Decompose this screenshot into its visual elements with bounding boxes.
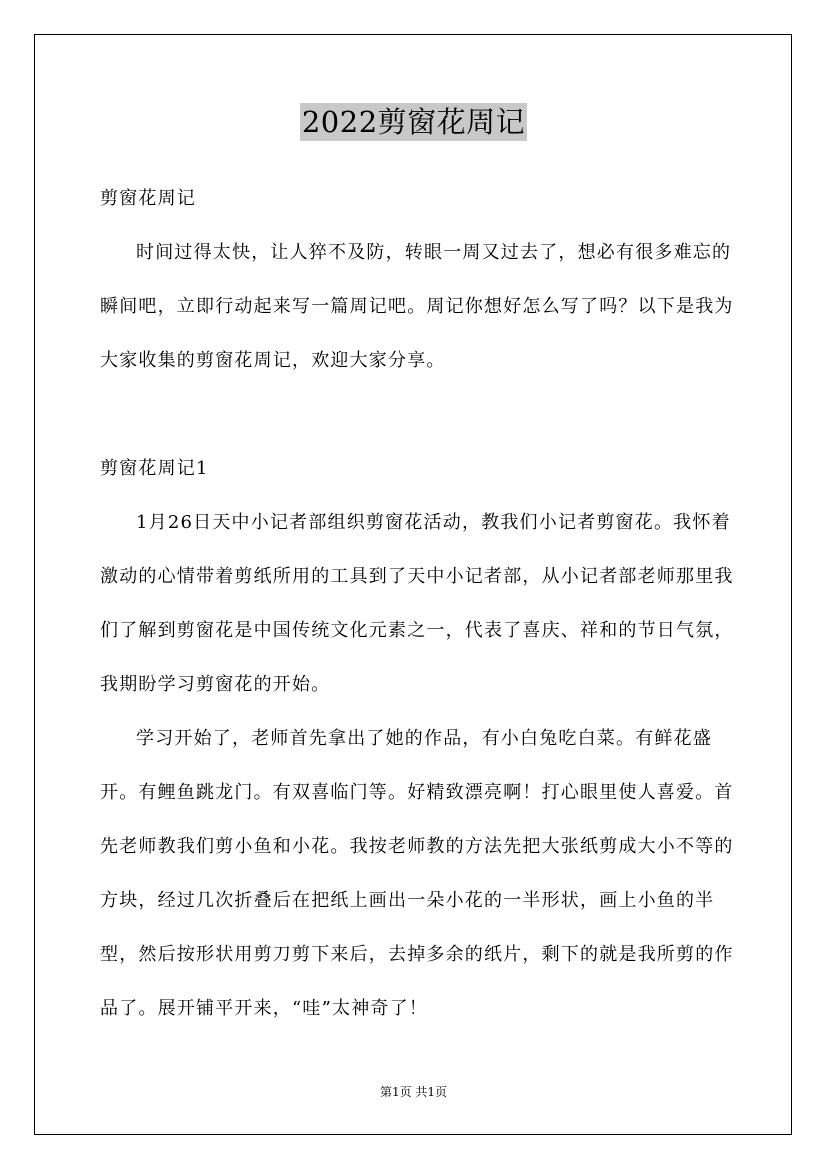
page-footer: 第1页 共1页 <box>379 1085 448 1099</box>
section-heading: 剪窗花周记1 <box>100 458 209 479</box>
document-body <box>100 172 740 1036</box>
title-container <box>0 103 827 141</box>
document-title: 2022剪窗花周记 <box>301 105 526 139</box>
paragraph-gap <box>100 388 740 442</box>
document-heading: 剪窗花周记 <box>100 188 196 209</box>
section-paragraph-2: 学习开始了，老师首先拿出了她的作品，有小白兔吃白菜。有鲜花盛开。有鲤鱼跳龙门。有双喜临门等。好精致漂亮啊！打心眼里使人喜爱。首先老师教我们剪小鱼和小花。我按老师教的方法先把大张纸剪成大小不等的方块，经过几次折叠后在把纸上画出一朵小花的一半形状，画上小鱼的半型，然后按形状用剪刀剪下来后，去掉多余的纸片，剩下的就是我所剪的作品了。展开铺平开来，“哇”太神奇了！ <box>100 728 734 1019</box>
intro-paragraph: 时间过得太快，让人猝不及防，转眼一周又过去了，想必有很多难忘的瞬间吧，立即行动起来写一篇周记吧。周记你想好怎么写了吗？以下是我为大家收集的剪窗花周记，欢迎大家分享。 <box>100 242 734 371</box>
section-paragraph-1: 1月26日天中小记者部组织剪窗花活动，教我们小记者剪窗花。我怀着激动的心情带着剪纸所用的工具到了天中小记者部，从小记者部老师那里我们了解到剪窗花是中国传统文化元素之一，代表了喜庆、祥和的节日气氛，我期盼学习剪窗花的开始。 <box>100 512 734 695</box>
